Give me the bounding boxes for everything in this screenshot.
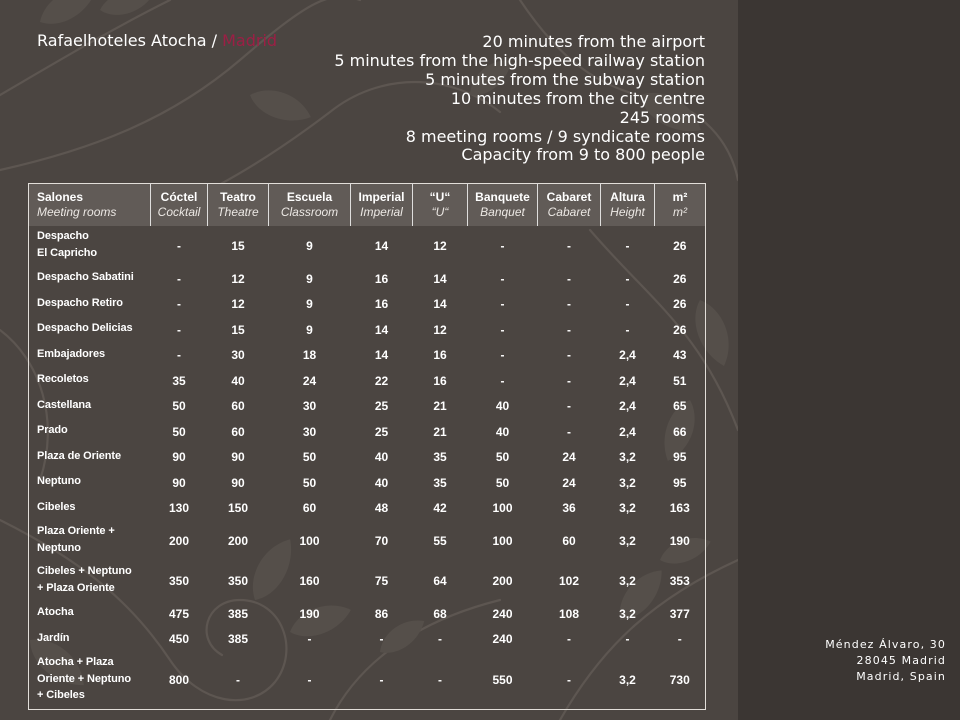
cell-cabaret: -	[567, 297, 571, 312]
cell-classroom: 9	[306, 239, 313, 253]
cell-cocktail: 90	[172, 450, 186, 465]
cell-theatre: 350	[227, 574, 249, 588]
column-sublabel: Cabaret	[547, 205, 591, 219]
table-row	[29, 470, 706, 496]
cell-theatre: 12	[231, 297, 245, 312]
cell-cabaret: 24	[562, 475, 576, 490]
column-sublabel: “U“	[431, 205, 449, 219]
cell-banquet: 240	[492, 632, 513, 647]
room-name: Embajadores	[37, 347, 105, 360]
column-sublabel: Theatre	[217, 205, 259, 219]
cell-height: 2,4	[619, 373, 636, 388]
side-panel	[738, 0, 960, 720]
cell-cocktail: 50	[172, 399, 186, 414]
room-name: Plaza Oriente + Neptuno	[37, 525, 115, 554]
cell-cocktail: 50	[172, 424, 186, 439]
cell-theatre: 60	[231, 424, 245, 439]
cell-cabaret: 102	[558, 574, 580, 588]
cell-classroom: 100	[299, 534, 320, 548]
cell-theatre: -	[236, 673, 240, 688]
cell-cabaret: 108	[558, 606, 580, 621]
cell-cocktail: -	[177, 239, 181, 253]
hotel-name: Rafaelhoteles Atocha	[37, 31, 207, 50]
column-label: Teatro	[220, 189, 256, 204]
address-street: Méndez Álvaro, 30	[825, 638, 946, 651]
cell-m2: 353	[669, 574, 690, 588]
table-header-row	[29, 184, 706, 227]
cell-m2: -	[677, 632, 682, 647]
column-sublabel: Meeting rooms	[37, 205, 117, 219]
cell-height: -	[625, 322, 630, 337]
cell-u: 16	[433, 373, 447, 388]
cell-imperial: 16	[374, 271, 389, 286]
cell-m2: 43	[673, 348, 687, 363]
cell-u: 21	[433, 424, 447, 439]
column-label: Cóctel	[160, 189, 198, 204]
cell-cabaret: -	[567, 348, 571, 363]
cell-classroom: 30	[302, 399, 317, 414]
cell-classroom: 50	[302, 475, 317, 490]
table-row	[29, 317, 706, 343]
leaf-ornament	[246, 82, 316, 129]
cell-theatre: 90	[231, 475, 245, 490]
column-header-banquet	[468, 184, 538, 227]
cell-classroom: -	[307, 632, 312, 647]
cell-banquet: 40	[495, 424, 510, 439]
cell-m2: 26	[673, 239, 687, 253]
cell-classroom: 9	[306, 322, 313, 337]
table-row	[29, 445, 706, 471]
cell-height: 3,2	[619, 606, 636, 621]
column-sublabel: Height	[610, 205, 645, 219]
highlight-line: Capacity from 9 to 800 people	[461, 145, 705, 165]
room-name: Despacho Retiro	[37, 296, 123, 309]
cell-u: 12	[433, 239, 447, 253]
cell-u: 12	[433, 322, 447, 337]
cell-banquet: -	[500, 348, 505, 363]
cell-imperial: 75	[374, 574, 389, 588]
cell-theatre: 30	[231, 348, 245, 363]
room-name: Recoletos	[37, 373, 89, 385]
table-row	[29, 292, 706, 318]
meeting-rooms-table	[28, 183, 706, 710]
column-sublabel: Cocktail	[157, 205, 201, 219]
cell-classroom: 50	[302, 450, 317, 465]
cell-cabaret: -	[567, 632, 571, 647]
room-name: Plaza de Oriente	[37, 449, 121, 462]
table-body	[29, 226, 706, 709]
cell-banquet: 200	[492, 574, 513, 588]
highlight-line: 5 minutes from the high-speed railway station	[334, 50, 705, 70]
cell-height: -	[625, 239, 630, 253]
column-sublabel: m²	[673, 205, 687, 219]
cell-imperial: 16	[374, 297, 389, 312]
address-postcode-city: 28045 Madrid	[856, 654, 946, 667]
cell-cabaret: -	[567, 424, 571, 439]
cell-u: 21	[433, 399, 447, 414]
column-header-theatre	[208, 184, 269, 227]
title-separator: /	[211, 31, 218, 50]
room-name: Prado	[37, 424, 68, 436]
cell-classroom: 30	[302, 424, 317, 439]
cell-u: 35	[433, 450, 447, 465]
cell-m2: 65	[673, 399, 687, 414]
cell-cocktail: 475	[168, 606, 190, 621]
cell-u: 14	[433, 297, 447, 312]
column-header-m2	[655, 184, 706, 227]
column-sublabel: Imperial	[360, 205, 403, 219]
cell-cocktail: 450	[168, 632, 190, 647]
cell-u: 14	[433, 271, 447, 286]
cell-banquet: -	[500, 239, 505, 253]
cell-u: 16	[433, 348, 447, 363]
table-row	[29, 652, 706, 709]
vine-ornament	[0, 0, 360, 170]
cell-imperial: 14	[374, 348, 389, 363]
cell-height: -	[625, 297, 630, 312]
hotel-highlights	[334, 33, 705, 165]
cell-cabaret: -	[567, 322, 571, 337]
cell-banquet: 50	[495, 450, 510, 465]
cell-banquet: 100	[492, 534, 513, 548]
cell-m2: 95	[673, 475, 687, 490]
column-header-cabaret	[538, 184, 601, 227]
cell-m2: 26	[673, 322, 687, 337]
cell-theatre: 12	[231, 271, 245, 286]
address-region-country: Madrid, Spain	[856, 670, 946, 683]
leaf-ornament	[97, 0, 155, 20]
column-label: Escuela	[286, 189, 333, 204]
cell-cocktail: -	[177, 348, 181, 363]
column-header-classroom	[269, 184, 351, 227]
room-name: Castellana	[37, 398, 92, 411]
cell-m2: 26	[673, 271, 687, 286]
cell-cabaret: 36	[562, 501, 576, 516]
cell-imperial: 14	[374, 322, 389, 337]
cell-u: 55	[433, 534, 447, 548]
cell-theatre: 40	[231, 373, 245, 388]
cell-theatre: 15	[231, 322, 245, 337]
room-name: Despacho Delicias	[37, 322, 133, 334]
cell-imperial: 25	[374, 424, 389, 439]
hotel-address	[825, 637, 946, 685]
cell-cabaret: -	[567, 399, 571, 414]
cell-cocktail: 350	[168, 574, 190, 588]
column-label: Imperial	[358, 189, 405, 204]
cell-theatre: 60	[231, 399, 245, 414]
cell-height: 3,2	[619, 534, 636, 548]
cell-cocktail: 130	[168, 501, 190, 516]
cell-cabaret: -	[567, 239, 571, 253]
cell-height: 3,2	[619, 450, 636, 465]
column-label: Banquete	[475, 189, 530, 204]
cell-u: -	[438, 673, 442, 688]
column-label: Cabaret	[546, 189, 592, 204]
cell-height: 3,2	[619, 475, 636, 490]
table-row	[29, 266, 706, 292]
highlight-line: 8 meeting rooms / 9 syndicate rooms	[405, 126, 705, 146]
cell-cabaret: 60	[562, 534, 576, 548]
cell-height: -	[625, 271, 630, 286]
cell-imperial: 40	[374, 450, 389, 465]
column-label: m²	[672, 189, 688, 204]
cell-m2: 26	[673, 297, 687, 312]
cell-u: 42	[433, 501, 447, 516]
cell-m2: 66	[673, 424, 687, 439]
cell-imperial: -	[379, 632, 384, 647]
cell-classroom: 160	[299, 574, 320, 588]
cell-height: 3,2	[619, 501, 636, 516]
room-name: Cibeles	[37, 500, 76, 513]
column-label: Altura	[610, 189, 645, 204]
cell-m2: 730	[669, 673, 690, 688]
room-name: Atocha + Plaza Oriente + Neptuno + Cibeles	[37, 656, 131, 701]
cell-imperial: 70	[374, 534, 389, 548]
cell-m2: 190	[669, 534, 690, 548]
cell-m2: 51	[673, 373, 687, 388]
cell-classroom: 24	[302, 373, 317, 388]
table-row	[29, 561, 706, 601]
room-name: Cibeles + Neptuno + Plaza Oriente	[37, 565, 132, 594]
cell-cocktail: 90	[172, 475, 186, 490]
cell-classroom: 60	[302, 501, 317, 516]
cell-m2: 163	[669, 501, 690, 516]
cell-height: -	[625, 632, 630, 647]
cell-cocktail: -	[177, 297, 181, 312]
cell-banquet: -	[500, 373, 505, 388]
table-row	[29, 627, 706, 653]
table-row	[29, 601, 706, 627]
table-row	[29, 343, 706, 369]
cell-height: 3,2	[619, 574, 636, 588]
room-name: Despacho El Capricho	[37, 230, 98, 259]
column-header-imperial	[351, 184, 413, 227]
cell-theatre: 385	[227, 606, 249, 621]
highlight-line: 245 rooms	[619, 107, 705, 127]
cell-u: 35	[433, 475, 447, 490]
leaf-ornament	[33, 0, 102, 33]
cell-theatre: 200	[227, 534, 249, 548]
cell-u: 64	[433, 574, 447, 588]
cell-classroom: 9	[306, 271, 313, 286]
table-row	[29, 226, 706, 266]
cell-banquet: 550	[492, 673, 513, 688]
room-name: Atocha	[37, 606, 74, 618]
cell-m2: 377	[669, 606, 690, 621]
cell-imperial: 40	[374, 475, 389, 490]
hotel-city: Madrid	[222, 31, 278, 50]
table-row	[29, 368, 706, 394]
cell-m2: 95	[673, 450, 687, 465]
cell-imperial: 48	[374, 501, 389, 516]
column-sublabel: Banquet	[480, 205, 525, 219]
cell-theatre: 15	[231, 239, 245, 253]
cell-banquet: -	[500, 322, 505, 337]
room-name: Despacho Sabatini	[37, 271, 134, 283]
highlight-line: 5 minutes from the subway station	[425, 69, 705, 89]
column-header-height	[601, 184, 655, 227]
cell-cocktail: -	[177, 322, 181, 337]
table-row	[29, 496, 706, 522]
column-label: “U“	[429, 189, 451, 204]
table-row	[29, 521, 706, 561]
cell-banquet: 40	[495, 399, 510, 414]
cell-cocktail: 200	[168, 534, 190, 548]
room-name: Neptuno	[37, 475, 81, 487]
cell-imperial: -	[379, 673, 384, 688]
cell-classroom: 190	[299, 606, 320, 621]
column-label: Salones	[37, 189, 84, 204]
cell-height: 3,2	[619, 673, 636, 688]
cell-banquet: 240	[492, 606, 513, 621]
column-sublabel: Classroom	[280, 205, 339, 219]
cell-classroom: 9	[306, 297, 313, 312]
table-row	[29, 419, 706, 445]
cell-banquet: -	[500, 297, 505, 312]
column-header-u	[413, 184, 468, 227]
cell-u: 68	[433, 606, 447, 621]
cell-cabaret: -	[567, 373, 571, 388]
cell-classroom: -	[307, 673, 312, 688]
cell-theatre: 90	[231, 450, 245, 465]
column-header-meeting-rooms	[29, 184, 151, 227]
cell-imperial: 14	[374, 239, 389, 253]
cell-classroom: 18	[302, 348, 317, 363]
cell-cabaret: 24	[562, 450, 576, 465]
cell-theatre: 150	[227, 501, 249, 516]
column-header-cocktail	[151, 184, 208, 227]
cell-imperial: 86	[374, 606, 389, 621]
cell-cocktail: 35	[172, 373, 186, 388]
cell-cabaret: -	[567, 271, 571, 286]
cell-banquet: -	[500, 271, 505, 286]
cell-imperial: 22	[374, 373, 389, 388]
cell-imperial: 25	[374, 399, 389, 414]
cell-u: -	[438, 632, 442, 647]
table-header	[29, 184, 706, 227]
cell-cocktail: 800	[168, 673, 190, 688]
room-name: Jardín	[37, 631, 70, 644]
cell-height: 2,4	[619, 399, 636, 414]
cell-height: 2,4	[619, 348, 636, 363]
highlight-line: 20 minutes from the airport	[482, 32, 705, 51]
cell-cocktail: -	[177, 271, 181, 286]
cell-theatre: 385	[227, 632, 249, 647]
cell-cabaret: -	[567, 673, 571, 688]
cell-banquet: 100	[492, 501, 513, 516]
highlight-line: 10 minutes from the city centre	[450, 88, 705, 108]
cell-height: 2,4	[619, 424, 636, 439]
hotel-title	[37, 31, 277, 51]
table-row	[29, 394, 706, 420]
cell-banquet: 50	[495, 475, 510, 490]
